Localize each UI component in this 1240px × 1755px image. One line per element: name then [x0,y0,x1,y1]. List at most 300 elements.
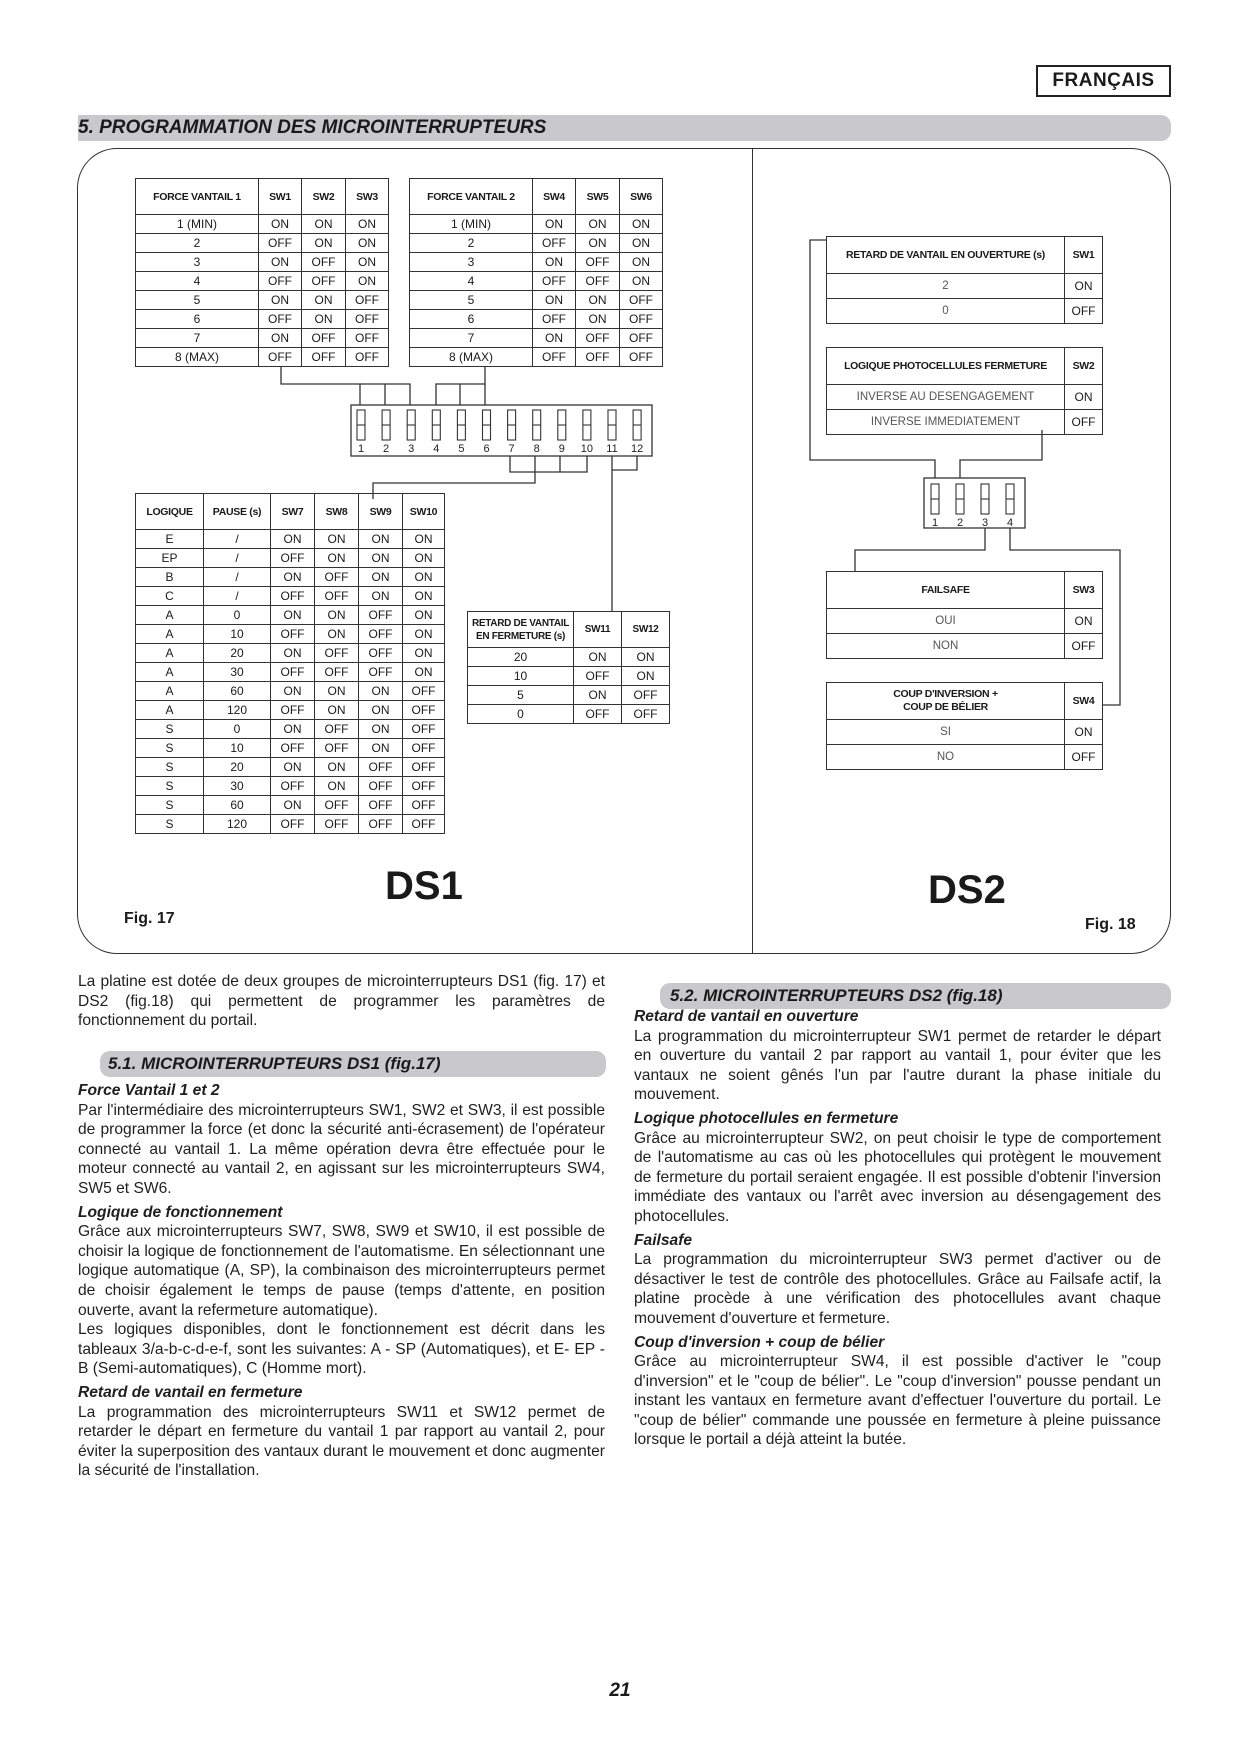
table-cell: OFF [359,777,403,796]
table-cell: E [136,530,204,549]
table-cell: 1 (MIN) [410,215,533,234]
dip-switch-number: 2 [956,517,964,529]
table-cell: 2 [136,234,259,253]
table-cell: ON [271,606,315,625]
table-cell: OFF [533,348,576,367]
table-cell: 10 [204,625,271,644]
table-cell: OFF [576,272,620,291]
ds2-failsafe-table [826,571,1103,659]
table-cell: OFF [302,272,346,291]
table-row [136,663,445,682]
table-cell: ON [620,272,663,291]
table-cell: A [136,701,204,720]
table-cell: ON [403,549,445,568]
paragraph-logique-2: Les logiques disponibles, dont le fonctionnement est décrit dans les tableaux 3/a-b-c-d-e-f, sont les suivantes: A - SP (Automatiques), et E- EP - B (Semi-automatiques), C (Homme mort). [78,1321,605,1378]
table-cell: ON [259,253,302,272]
table-row [468,705,670,724]
dip-switch-number: 12 [630,443,644,455]
table-cell: ON [271,682,315,701]
table-header-cell: SW11 [574,612,622,648]
table-cell: ON [271,758,315,777]
table-row [136,234,389,253]
table-cell: 5 [468,686,574,705]
table-header-cell: SW1 [259,179,302,215]
table-cell: 4 [136,272,259,291]
table-row [136,682,445,701]
table-cell: OFF [1065,299,1103,324]
table-cell: / [204,568,271,587]
table-cell: ON [259,291,302,310]
right-column [634,1003,1161,1450]
table-cell: ON [576,310,620,329]
table-cell: A [136,606,204,625]
table-header-row [827,683,1103,720]
table-row [136,215,389,234]
table-cell: ON [315,625,359,644]
table-cell: 60 [204,682,271,701]
table-cell: A [136,682,204,701]
table-cell: OFF [302,348,346,367]
table-header-row [827,348,1103,385]
table-cell: OFF [403,815,445,834]
table-row [827,299,1103,324]
table-cell: ON [533,291,576,310]
table-cell: OFF [1065,745,1103,770]
table-header-cell: RETARD DE VANTAIL EN OUVERTURE (s) [827,237,1065,274]
table-cell: OFF [315,644,359,663]
table-header-cell: RETARD DE VANTAIL EN FERMETURE (s) [468,612,574,648]
table-cell: OFF [403,777,445,796]
table-cell: 0 [204,720,271,739]
table-cell: OFF [622,686,670,705]
table-cell: ON [403,568,445,587]
heading-retard-ouverture: Retard de vantail en ouverture [634,1008,859,1025]
fig17-label: Fig. 17 [124,910,175,927]
table-cell: OFF [359,644,403,663]
table-header-cell: SW5 [576,179,620,215]
paragraph-logique-1: Grâce aux microinterrupteurs SW7, SW8, SW9 et SW10, il est possible de choisir la logique de fonctionnement de l'automatisme. En sélectionnant une logique automatique (A, SP), la combinaison des microinterrupteurs permet de choisir également le temps de pause (temps d'attente, en position ouverte, avant la refermeture automatique). [78,1223,605,1319]
table-row [410,329,663,348]
dip-switch-number: 8 [533,443,540,455]
table-header-cell: SW9 [359,494,403,530]
table-cell: ON [620,234,663,253]
table-cell: OFF [576,348,620,367]
table-cell: 30 [204,663,271,682]
table-cell: 1 (MIN) [136,215,259,234]
table-cell: NON [827,634,1065,659]
dip-switch-number: 7 [508,443,515,455]
table-cell: 120 [204,701,271,720]
table-row [468,648,670,667]
table-cell: ON [359,739,403,758]
paragraph-failsafe: La programmation du microinterrupteur SW3 permet d'activer ou de désactiver le test de contrôle des photocellules. Grâce au Failsafe actif, la platine procède à une vérification des photocellules avant chaque mouvement d'ouverture et fermeture. [634,1251,1161,1327]
table-cell: ON [315,549,359,568]
table-cell: OFF [271,739,315,758]
heading-force: Force Vantail 1 et 2 [78,1082,220,1099]
table-row [468,686,670,705]
table-cell: 3 [410,253,533,272]
table-header-cell: SW4 [533,179,576,215]
table-row [136,625,445,644]
table-row [136,758,445,777]
dip-switch-number: 3 [981,517,989,529]
table-cell: OFF [259,348,302,367]
dip-switch-number: 4 [1006,517,1014,529]
table-cell: 10 [468,667,574,686]
table-cell: A [136,663,204,682]
dip-switch-number: 2 [383,443,390,455]
table-cell: OFF [359,815,403,834]
wire-retard-b [612,456,637,470]
table-row [410,215,663,234]
table-row [827,720,1103,745]
heading-logique: Logique de fonctionnement [78,1203,283,1221]
table-cell: OFF [403,758,445,777]
table-cell: ON [533,329,576,348]
table-cell: OFF [271,625,315,644]
table-cell: 7 [410,329,533,348]
table-header-cell: SW6 [620,179,663,215]
table-cell: OFF [1065,634,1103,659]
table-cell: S [136,815,204,834]
table-cell: OFF [403,701,445,720]
table-cell: 8 (MAX) [410,348,533,367]
table-cell: OFF [403,682,445,701]
table-row [410,310,663,329]
table-cell: OFF [259,272,302,291]
table-cell: S [136,758,204,777]
table-cell: OUI [827,609,1065,634]
table-cell: ON [271,796,315,815]
table-header-cell: LOGIQUE [136,494,204,530]
table-cell: ON [271,568,315,587]
table-header-row [827,237,1103,274]
table-cell: ON [576,291,620,310]
table-header-cell: SW3 [1065,572,1103,609]
table-header-cell: SW12 [622,612,670,648]
table-row [136,720,445,739]
table-cell: ON [576,234,620,253]
table-cell: ON [346,234,389,253]
table-header-cell: LOGIQUE PHOTOCELLULES FERMETURE [827,348,1065,385]
table-row [136,549,445,568]
table-cell: ON [315,777,359,796]
table-cell: ON [302,310,346,329]
table-cell: OFF [533,310,576,329]
table-row [136,530,445,549]
table-row [410,253,663,272]
table-row [136,777,445,796]
table-cell: OFF [271,777,315,796]
table-header-row [468,612,670,648]
table-cell: ON [315,606,359,625]
table-row [136,644,445,663]
table-cell: OFF [315,796,359,815]
table-cell: ON [359,568,403,587]
table-cell: 20 [468,648,574,667]
table-cell: ON [403,587,445,606]
table-cell: ON [574,648,622,667]
ds2-retard-ouverture-table [826,236,1103,324]
table-cell: ON [259,215,302,234]
dip-switch-number: 11 [606,443,618,455]
table-row [136,291,389,310]
table-cell: OFF [359,758,403,777]
table-cell: OFF [271,815,315,834]
table-cell: ON [346,272,389,291]
table-cell: ON [359,720,403,739]
table-cell: OFF [302,253,346,272]
table-header-cell: FORCE VANTAIL 1 [136,179,259,215]
table-header-cell: COUP D'INVERSION + COUP DE BÉLIER [827,683,1065,720]
table-cell: 8 (MAX) [136,348,259,367]
table-header-cell: SW2 [1065,348,1103,385]
subsection-ds1-title: 5.1. MICROINTERRUPTEURS DS1 (fig.17) [100,1051,606,1077]
table-cell: ON [620,253,663,272]
table-cell: OFF [620,329,663,348]
table-row [827,274,1103,299]
table-cell: OFF [620,291,663,310]
table-cell: 3 [136,253,259,272]
left-column [78,972,605,1031]
table-cell: 5 [410,291,533,310]
table-row [410,291,663,310]
table-cell: ON [533,253,576,272]
wire-logique [510,456,587,472]
table-cell: OFF [271,701,315,720]
table-row [827,385,1103,410]
table-cell: OFF [359,625,403,644]
table-cell: A [136,625,204,644]
table-cell: ON [1065,720,1103,745]
table-row [136,568,445,587]
table-cell: ON [315,530,359,549]
table-cell: OFF [315,815,359,834]
table-cell: S [136,796,204,815]
table-cell: / [204,530,271,549]
left-column-body [78,1077,605,1481]
table-cell: ON [403,606,445,625]
table-row [827,634,1103,659]
table-cell: ON [259,329,302,348]
table-cell: 120 [204,815,271,834]
table-cell: ON [403,644,445,663]
table-row [827,609,1103,634]
table-cell: OFF [271,663,315,682]
ds1-label: DS1 [385,864,463,908]
table-cell: ON [574,686,622,705]
table-cell: ON [359,701,403,720]
table-header-cell: SW2 [302,179,346,215]
table-cell: 10 [204,739,271,758]
table-cell: 20 [204,758,271,777]
section-title: 5. PROGRAMMATION DES MICROINTERRUPTEURS [78,115,1171,141]
table-row [136,739,445,758]
table-header-row [410,179,663,215]
ds2-label: DS2 [928,868,1006,912]
page-number: 21 [609,1680,631,1701]
table-cell: OFF [403,739,445,758]
table-cell: ON [1065,274,1103,299]
table-header-cell: SW7 [271,494,315,530]
table-cell: 0 [468,705,574,724]
table-cell: 60 [204,796,271,815]
table-cell: S [136,720,204,739]
table-header-row [827,572,1103,609]
table-cell: OFF [359,663,403,682]
table-cell: 5 [136,291,259,310]
table-row [136,310,389,329]
table-cell: OFF [576,253,620,272]
intro-paragraph: La platine est dotée de deux groupes de microinterrupteurs DS1 (fig. 17) et DS2 (fig.18) qui permettent de programmer les paramètres de fonctionnement du portail. [78,973,605,1030]
table-cell: SI [827,720,1065,745]
table-cell: OFF [533,272,576,291]
dip-switch-number: 5 [458,443,465,455]
table-cell: ON [622,648,670,667]
table-cell: OFF [359,796,403,815]
table-cell: OFF [620,348,663,367]
table-cell: OFF [315,720,359,739]
table-row [136,796,445,815]
table-cell: OFF [259,234,302,253]
dip-switch-number: 1 [931,517,939,529]
force-vantail1-table [135,178,389,367]
table-cell: EP [136,549,204,568]
table-cell: NO [827,745,1065,770]
table-cell: INVERSE AU DESENGAGEMENT [827,385,1065,410]
table-row [136,815,445,834]
table-cell: 2 [827,274,1065,299]
dip-switch-number: 10 [580,443,594,455]
table-cell: ON [346,253,389,272]
fig18-label: Fig. 18 [1085,916,1136,933]
table-cell: ON [359,530,403,549]
table-cell: ON [1065,385,1103,410]
table-cell: ON [302,234,346,253]
table-cell: 2 [410,234,533,253]
table-cell: 0 [827,299,1065,324]
wire-ds2-sw3 [855,528,985,571]
table-row [827,745,1103,770]
table-header-cell: SW3 [346,179,389,215]
table-cell: 0 [204,606,271,625]
table-cell: 30 [204,777,271,796]
table-header-row [136,494,445,530]
table-cell: 7 [136,329,259,348]
table-row [136,701,445,720]
dip-switch-number: 3 [408,443,415,455]
paragraph-force: Par l'intermédiaire des microinterrupteurs SW1, SW2 et SW3, il est possible de programmer la force (et donc la sécurité anti-écrasement) de l'opérateur connecté au vantail 1. La même opération devra être effectuée pour le moteur connecté au vantail 2, en agissant sur les microinterrupteurs SW4, SW5 et SW6. [78,1101,605,1197]
dip-switch-number: 6 [483,443,490,455]
table-cell: ON [302,215,346,234]
table-cell: ON [359,682,403,701]
table-row [136,329,389,348]
table-row [136,272,389,291]
table-cell: ON [403,663,445,682]
table-cell: OFF [1065,410,1103,435]
table-row [136,606,445,625]
table-cell: OFF [620,310,663,329]
table-cell: ON [271,530,315,549]
retard-fermeture-table [467,611,670,724]
table-cell: INVERSE IMMEDIATEMENT [827,410,1065,435]
wire-ds2-sw2 [960,430,1042,478]
table-cell: S [136,777,204,796]
table-cell: OFF [533,234,576,253]
table-cell: OFF [271,587,315,606]
table-cell: OFF [403,720,445,739]
table-cell: ON [271,644,315,663]
table-cell: B [136,568,204,587]
table-cell: ON [533,215,576,234]
table-cell: ON [403,625,445,644]
table-header-cell: SW8 [315,494,359,530]
table-cell: ON [302,291,346,310]
heading-failsafe: Failsafe [634,1231,693,1249]
table-row [136,587,445,606]
table-cell: ON [359,549,403,568]
table-cell: C [136,587,204,606]
table-cell: OFF [403,796,445,815]
wire-force1 [281,367,360,405]
table-cell: OFF [574,667,622,686]
table-cell: / [204,587,271,606]
table-cell: ON [315,758,359,777]
table-row [136,253,389,272]
table-cell: S [136,739,204,758]
subsection-ds2-title: 5.2. MICROINTERRUPTEURS DS2 (fig.18) [660,983,1171,1009]
table-row [136,348,389,367]
table-header-cell: SW4 [1065,683,1103,720]
table-cell: OFF [315,739,359,758]
heading-coup-inversion: Coup d'inversion + coup de bélier [634,1333,885,1351]
table-cell: OFF [315,587,359,606]
language-label: FRANÇAIS [1036,65,1171,97]
table-row [410,234,663,253]
table-cell: ON [315,701,359,720]
paragraph-coup-inversion: Grâce au microinterrupteur SW4, il est possible d'activer le "coup d'inversion" et le "coup de bélier". Le "coup d'inversion" pousse pendant un instant les vantaux en fermeture avant d'effectuer l'ouverture du portail. Le "coup de bélier" commande une poussée en fermeture à pleine puissance lorsque le portail a déjà atteint la butée. [634,1353,1161,1449]
table-cell: ON [359,587,403,606]
table-cell: ON [271,720,315,739]
table-cell: ON [315,682,359,701]
table-cell: OFF [574,705,622,724]
table-cell: OFF [346,329,389,348]
table-header-cell: SW1 [1065,237,1103,274]
table-row [827,410,1103,435]
table-cell: ON [622,667,670,686]
table-header-cell: FORCE VANTAIL 2 [410,179,533,215]
table-cell: OFF [315,663,359,682]
dip-switch-number: 1 [357,443,365,455]
force-vantail2-table [409,178,663,367]
dip-switch-number: 4 [433,443,440,455]
heading-photocellules: Logique photocellules en fermeture [634,1109,899,1127]
paragraph-retard-ouverture: La programmation du microinterrupteur SW1 permet de retarder le départ en ouverture du vantail 2 par rapport au vantail 1, pour éviter que les vantaux ne soient gênés l'un par l'autre durant la phase initiale du mouvement. [634,1027,1161,1104]
table-row [468,667,670,686]
table-cell: OFF [346,348,389,367]
table-cell: OFF [359,606,403,625]
table-cell: 4 [410,272,533,291]
table-cell: ON [1065,609,1103,634]
ds2-coup-inversion-table [826,682,1103,770]
table-cell: ON [403,530,445,549]
table-cell: OFF [576,329,620,348]
table-cell: OFF [271,549,315,568]
table-cell: 6 [410,310,533,329]
table-cell: OFF [622,705,670,724]
table-header-cell: PAUSE (s) [204,494,271,530]
paragraph-retard-fermeture: La programmation des microinterrupteurs SW11 et SW12 permet de retarder le départ en fermeture du vantail 1 par rapport au vantail 2, pour éviter la superposition des vantaux durant le mouvement et donc augmenter la sécurité de l'installation. [78,1403,605,1480]
